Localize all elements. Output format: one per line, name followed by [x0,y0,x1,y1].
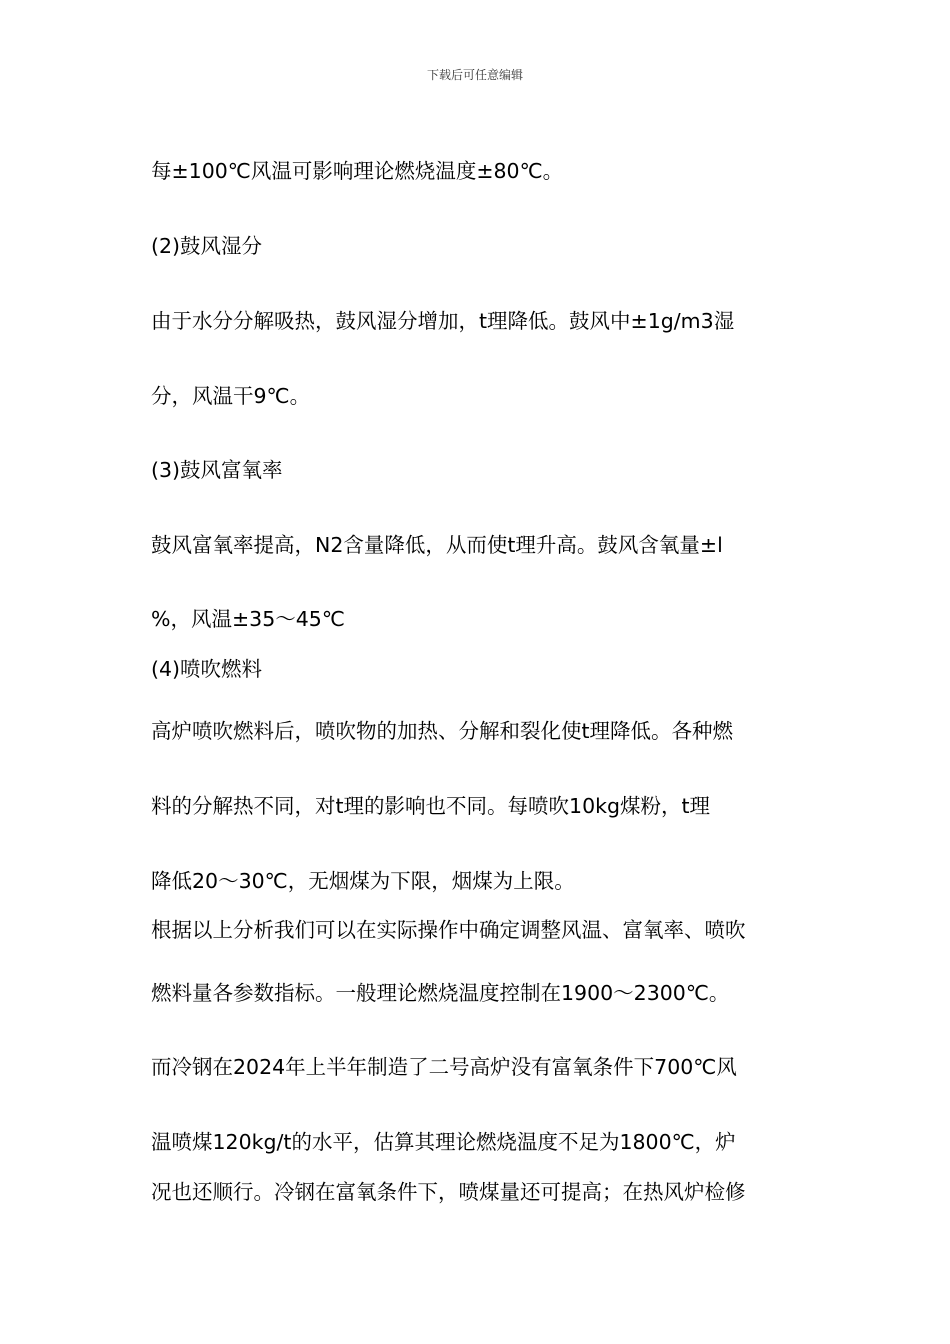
text-line: 况也还顺行。冷钢在富氧条件下，喷煤量还可提高；在热风炉检修 [151,1180,746,1204]
text-line: 分，风温干9℃。 [151,384,311,408]
text-line: 降低20～30℃，无烟煤为下限，烟煤为上限。 [151,869,575,893]
text-line: 而冷钢在2024年上半年制造了二号高炉没有富氧条件下700℃风 [151,1055,737,1079]
section-heading: (2)鼓风湿分 [151,234,263,258]
text-line: 燃料量各参数指标。一般理论燃烧温度控制在1900～2300℃。 [151,981,730,1005]
section-heading: (4)喷吹燃料 [151,657,263,681]
text-line: 由于水分分解吸热，鼓风湿分增加，t理降低。鼓风中±1g/m3湿 [151,309,735,333]
text-line: 每±100℃风温可影响理论燃烧温度±80℃。 [151,159,564,183]
page-header: 下载后可任意编辑 [426,68,523,82]
text-line: 根据以上分析我们可以在实际操作中确定调整风温、富氧率、喷吹 [151,918,746,942]
text-line: %，风温±35～45℃ [151,607,345,631]
section-heading: (3)鼓风富氧率 [151,458,283,482]
text-line: 高炉喷吹燃料后，喷吹物的加热、分解和裂化使t理降低。各种燃 [151,719,734,743]
text-line: 鼓风富氧率提高，N2含量降低，从而使t理升高。鼓风含氧量±l [151,533,723,557]
text-line: 料的分解热不同，对t理的影响也不同。每喷吹10kg煤粉，t理 [151,794,711,818]
text-line: 温喷煤120kg/t的水平，估算其理论燃烧温度不足为1800℃，炉 [151,1130,736,1154]
